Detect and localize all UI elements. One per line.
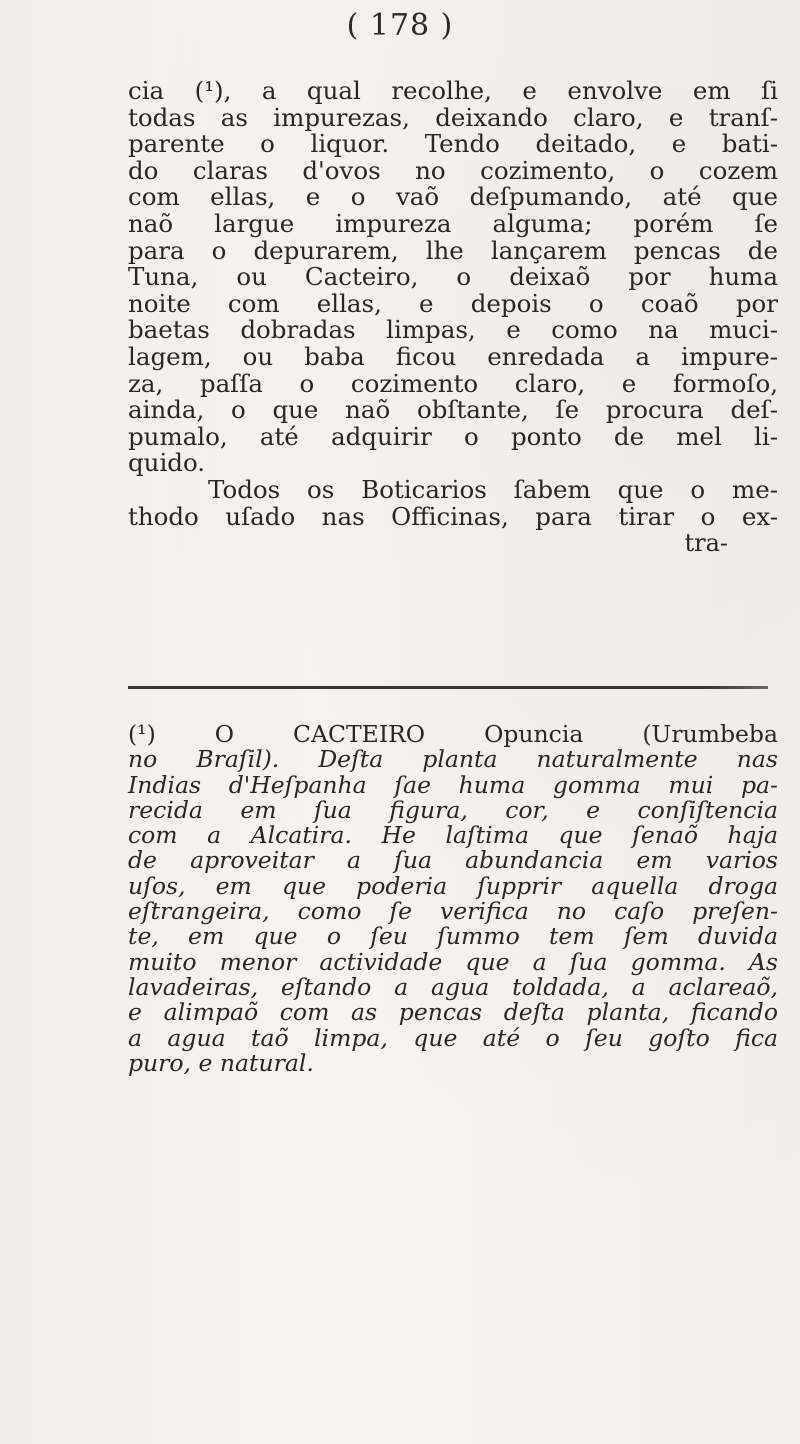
text-line: para o depurarem, lhe lançarem pencas de — [128, 235, 778, 265]
paragraph-start-line: Todos os Boticarios ſabem que o me- — [208, 474, 778, 504]
main-text — [128, 78, 778, 556]
text-line: lagem, ou baba ficou enredada a impure- — [128, 341, 778, 371]
text-line: parente o liquor. Tendo deitado, e bati- — [128, 129, 778, 159]
footnote-line: uſos, em que poderia ſupprir aquella droga — [128, 871, 778, 900]
footnote-line: te, em que o ſeu ſummo tem ſem duvida — [128, 922, 778, 951]
text-line: baetas dobradas limpas, e como na muci- — [128, 315, 778, 345]
text-line: za, paſſa o cozimento claro, e formoſo, — [128, 368, 778, 398]
footnote-line: (¹) O CACTEIRO Opuncia (Urumbeba — [128, 720, 778, 748]
footnote-line: de aproveitar a ſua abundancia em varios — [128, 846, 778, 875]
footnote-line: lavadeiras, eſtando a agua toldada, a aclareaõ, — [128, 972, 778, 1001]
footnote-separator-rule — [128, 686, 768, 689]
footnote-line: a agua taõ limpa, que até o ſeu goſto fica — [128, 1023, 778, 1052]
footnote-line: Indias d'Heſpanha ſae huma gomma mui pa- — [128, 770, 778, 799]
footnote-line: eſtrangeira, como ſe verifica no caſo preſen- — [128, 897, 778, 926]
text-line: quido. — [128, 448, 206, 478]
footnote-line: recida em ſua figura, cor, e conſiſtencia — [128, 795, 778, 824]
footnote-line: e alimpaõ com as pencas deſta planta, ficando — [128, 998, 778, 1027]
footnote-line: no Braſil). Deſta planta naturalmente nas — [128, 745, 778, 774]
footnote — [128, 722, 778, 1076]
text-line: noite com ellas, e depois o coaõ por — [128, 288, 778, 318]
text-line: ainda, o que naõ obſtante, ſe procura deſ- — [128, 395, 778, 425]
footnote-line: puro, e natural. — [128, 1048, 314, 1077]
text-line: Tuna, ou Cacteiro, o deixaõ por huma — [128, 262, 778, 292]
footnote-line: com a Alcatira. He laſtima que ſenaõ haja — [128, 821, 778, 850]
text-line: naõ largue impureza alguma; porém ſe — [128, 208, 778, 238]
text-line: todas as impurezas, deixando claro, e tranſ- — [128, 102, 778, 132]
page-number: ( 178 ) — [346, 8, 454, 43]
catchword: tra- — [684, 529, 728, 558]
text-line: com ellas, e o vaõ deſpumando, até que — [128, 182, 778, 212]
text-line: pumalo, até adquirir o ponto de mel li- — [128, 421, 778, 451]
text-line: do claras d'ovos no cozimento, o cozem — [128, 155, 778, 185]
text-line: thodo uſado nas Officinas, para tirar o ex- — [128, 501, 778, 531]
text-line: cia (¹), a qual recolhe, e envolve em ſi — [128, 76, 778, 105]
footnote-line: muito menor actividade que a ſua gomma. As — [128, 947, 778, 976]
